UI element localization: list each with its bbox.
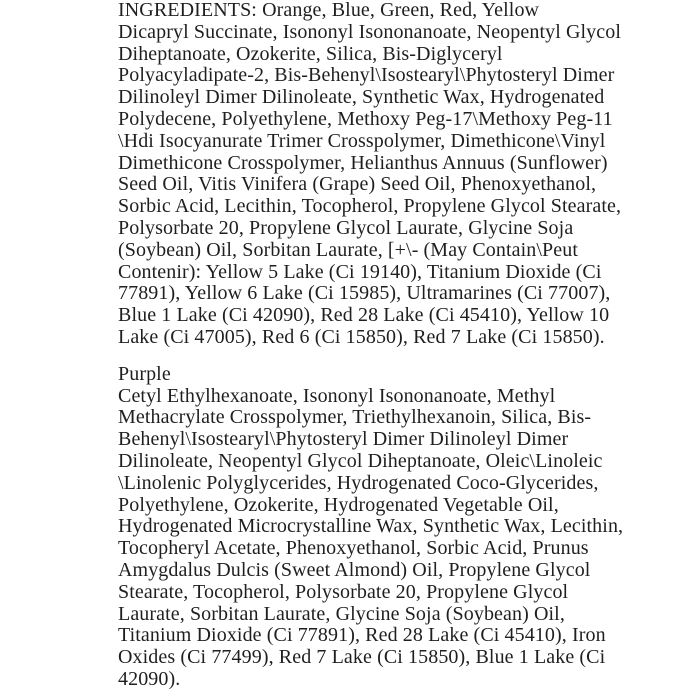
text-line: 77891), Yellow 6 Lake (Ci 15985), Ultramarines (Ci 77007), <box>118 282 611 305</box>
text-line: Polydecene, Polyethylene, Methoxy Peg-17\Methoxy Peg-11 <box>118 107 613 130</box>
text-line: Polyethylene, Ozokerite, Hydrogenated Vegetable Oil, <box>118 493 559 516</box>
text-line: Seed Oil, Vitis Vinifera (Grape) Seed Oil, Phenoxyethanol, <box>118 173 597 196</box>
text-line: 42090). <box>118 667 181 689</box>
text-line: Lake (Ci 47005), Red 6 (Ci 15850), Red 7 Lake (Ci 15850). <box>118 325 605 348</box>
text-line: Tocopheryl Acetate, Phenoxyethanol, Sorbic Acid, Prunus <box>118 537 589 560</box>
text-line: Purple <box>118 362 171 385</box>
text-line: Titanium Dioxide (Ci 77891), Red 28 Lake (Ci 45410), Iron <box>118 624 606 647</box>
text-line: Stearate, Tocopherol, Polysorbate 20, Propylene Glycol <box>118 580 569 603</box>
text-line: Polyacyladipate-2, Bis-Behenyl\Isostearyl\Phytosteryl Dimer <box>118 64 615 87</box>
text-line: Dilinoleate, Neopentyl Glycol Diheptanoate, Oleic\Linoleic <box>118 449 603 472</box>
text-line: Blue 1 Lake (Ci 42090), Red 28 Lake (Ci 45410), Yellow 10 <box>118 304 610 327</box>
ingredients-text-block <box>118 0 624 689</box>
text-line: Dilinoleyl Dimer Dilinoleate, Synthetic Wax, Hydrogenated <box>118 86 605 109</box>
text-line: Polysorbate 20, Propylene Glycol Laurate, Glycine Soja <box>118 216 574 239</box>
text-line: Cetyl Ethylhexanoate, Isononyl Isononanoate, Methyl <box>118 384 556 407</box>
text-line: Dicapryl Succinate, Isononyl Isononanoate, Neopentyl Glycol <box>118 20 621 43</box>
text-line: Diheptanoate, Ozokerite, Silica, Bis-Diglyceryl <box>118 42 503 65</box>
text-line: (Soybean) Oil, Sorbitan Laurate, [+\- (May Contain\Peut <box>118 238 579 261</box>
text-line: Dimethicone Crosspolymer, Helianthus Annuus (Sunflower) <box>118 151 608 174</box>
text-line: \Hdi Isocyanurate Trimer Crosspolymer, Dimethicone\Vinyl <box>118 129 606 152</box>
text-line: Oxides (Ci 77499), Red 7 Lake (Ci 15850), Blue 1 Lake (Ci <box>118 646 606 669</box>
paragraph-ingredients-main <box>118 0 622 349</box>
text-line: Methacrylate Crosspolymer, Triethylhexanoin, Silica, Bis- <box>118 406 592 429</box>
text-line: Contenir): Yellow 5 Lake (Ci 19140), Titanium Dioxide (Ci <box>118 260 602 283</box>
text-line: Hydrogenated Microcrystalline Wax, Synthetic Wax, Lecithin, <box>118 515 624 538</box>
text-line: \Linolenic Polyglycerides, Hydrogenated Coco-Glycerides, <box>118 471 599 494</box>
text-line: Amygdalus Dulcis (Sweet Almond) Oil, Propylene Glycol <box>118 558 591 581</box>
text-line: Sorbic Acid, Lecithin, Tocopherol, Propylene Glycol Stearate, <box>118 195 622 218</box>
text-line: INGREDIENTS: Orange, Blue, Green, Red, Yellow <box>118 0 540 21</box>
paragraph-ingredients-purple <box>118 362 624 689</box>
text-line: Behenyl\Isostearyl\Phytosteryl Dimer Dilinoleyl Dimer <box>118 428 569 451</box>
text-line: Laurate, Sorbitan Laurate, Glycine Soja (Soybean) Oil, <box>118 602 565 625</box>
